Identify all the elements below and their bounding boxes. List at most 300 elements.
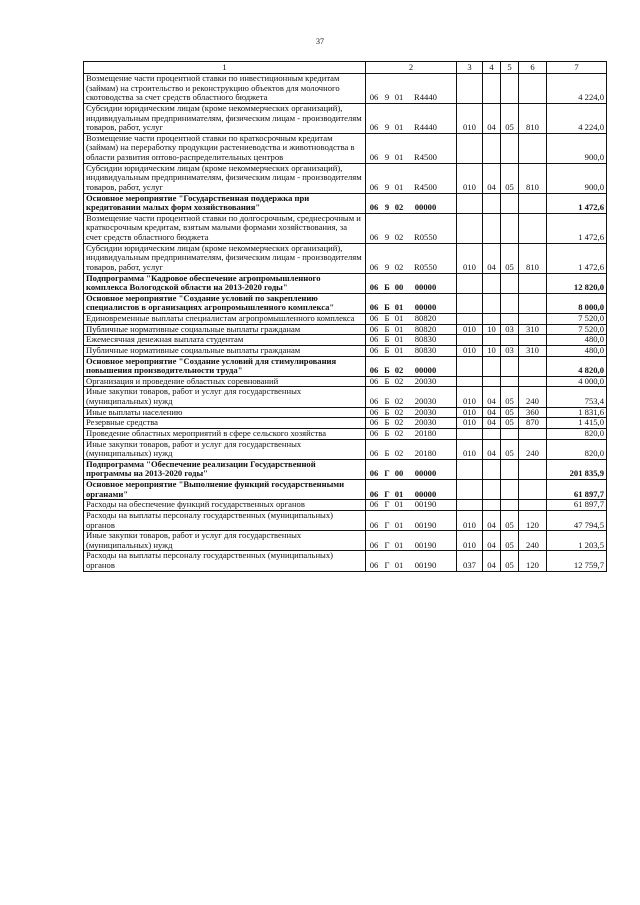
- code-part: 80820: [414, 323, 437, 334]
- code-part: 02: [394, 417, 404, 428]
- code-part: 01: [394, 519, 404, 530]
- table-row: [84, 531, 607, 551]
- subsection-code: 05: [501, 407, 519, 418]
- amount-cell: 61 897,7: [547, 500, 607, 511]
- expense-kind-code: [519, 193, 547, 213]
- amount-cell: 1 472,6: [547, 243, 607, 273]
- code-part: 9: [384, 232, 390, 242]
- code-part: 06: [369, 323, 379, 334]
- expense-type-code: [457, 133, 483, 163]
- subsection-code: [501, 273, 519, 293]
- code-part: Б: [384, 375, 390, 386]
- amount-cell: 1 831,6: [547, 407, 607, 418]
- row-description: Единовременные выплаты специалистам агропромышленного комплекса: [84, 314, 366, 325]
- target-article-code: [366, 510, 457, 530]
- code-part: 00000: [414, 468, 437, 479]
- code-part: 20030: [414, 396, 437, 406]
- subsection-code: [501, 213, 519, 243]
- table-row: [84, 293, 607, 313]
- code-part: 02: [394, 202, 404, 213]
- code-part: 00: [394, 282, 404, 293]
- code-part: Б: [384, 417, 390, 428]
- row-description: Основное мероприятие "Создание условий для стимулирования повышения производительности труда": [84, 356, 366, 376]
- code-part: 02: [394, 427, 404, 438]
- code-part: 06: [369, 499, 379, 510]
- row-description: Возмещение части процентной ставки по инвестиционным кредитам (займам) на строительство и реконструкцию объектов для молочного скотоводства за счет средств областного бюджета: [84, 74, 366, 104]
- target-article-code: [366, 293, 457, 313]
- row-description: Возмещение части процентной ставки по краткосрочным кредитам (займам) на переработку продукции растениеводства и животноводства в области развития оптово-распределительных центров: [84, 133, 366, 163]
- code-part: R4500: [414, 152, 437, 162]
- expense-type-code: 010: [457, 439, 483, 459]
- code-part: 9: [384, 92, 390, 103]
- subsection-code: [501, 376, 519, 387]
- target-article-code: [366, 314, 457, 325]
- expense-kind-code: 240: [519, 531, 547, 551]
- amount-cell: 12 759,7: [547, 551, 607, 571]
- subsection-code: [501, 356, 519, 376]
- code-part: Б: [384, 365, 390, 376]
- amount-cell: 4 224,0: [547, 103, 607, 133]
- code-part: Б: [384, 344, 390, 355]
- section-code: 04: [483, 407, 501, 418]
- code-part: 02: [394, 232, 404, 242]
- table-row: [84, 376, 607, 387]
- code-part: 02: [394, 365, 404, 376]
- expense-type-code: [457, 335, 483, 346]
- table-row: [84, 193, 607, 213]
- amount-cell: 1 472,6: [547, 213, 607, 243]
- code-part: Г: [384, 519, 390, 530]
- section-code: 04: [483, 163, 501, 193]
- row-description: Резервные средства: [84, 418, 366, 429]
- code-part: 01: [394, 92, 404, 103]
- expense-type-code: [457, 74, 483, 104]
- code-part: 01: [394, 560, 404, 570]
- table-row: [84, 103, 607, 133]
- row-description: Ежемесячная денежная выплата студентам: [84, 335, 366, 346]
- target-article-code: [366, 163, 457, 193]
- code-part: 06: [369, 417, 379, 428]
- row-description: Иные закупки товаров, работ и услуг для государственных (муниципальных) нужд: [84, 387, 366, 407]
- section-code: 04: [483, 531, 501, 551]
- expense-type-code: [457, 193, 483, 213]
- section-code: [483, 314, 501, 325]
- code-part: Б: [384, 448, 390, 459]
- subsection-code: [501, 428, 519, 439]
- table-row: [84, 133, 607, 163]
- code-part: 20030: [414, 417, 437, 428]
- subsection-code: 05: [501, 103, 519, 133]
- code-part: 06: [369, 313, 379, 323]
- expense-kind-code: 810: [519, 163, 547, 193]
- code-part: 20180: [414, 448, 437, 459]
- expense-type-code: [457, 273, 483, 293]
- amount-cell: 820,0: [547, 428, 607, 439]
- table-row: [84, 163, 607, 193]
- target-article-code: [366, 387, 457, 407]
- row-description: Основное мероприятие "Выполнение функций государственными органами": [84, 480, 366, 500]
- amount-cell: 1 415,0: [547, 418, 607, 429]
- expense-type-code: [457, 356, 483, 376]
- header-cell: 5: [501, 62, 519, 74]
- expense-kind-code: [519, 356, 547, 376]
- subsection-code: 05: [501, 243, 519, 273]
- code-part: 06: [369, 448, 379, 459]
- code-part: R4440: [414, 122, 437, 133]
- target-article-code: [366, 193, 457, 213]
- section-code: 10: [483, 345, 501, 356]
- amount-cell: 7 520,0: [547, 314, 607, 325]
- row-description: Публичные нормативные социальные выплаты гражданам: [84, 345, 366, 356]
- expense-kind-code: [519, 273, 547, 293]
- expense-kind-code: [519, 376, 547, 387]
- subsection-code: 05: [501, 163, 519, 193]
- row-description: Подпрограмма "Обеспечение реализации Государственной программы на 2013-2020 годы": [84, 459, 366, 479]
- expense-kind-code: [519, 213, 547, 243]
- code-part: 01: [394, 334, 404, 345]
- expense-kind-code: [519, 500, 547, 511]
- section-code: 04: [483, 551, 501, 571]
- subsection-code: [501, 314, 519, 325]
- subsection-code: [501, 74, 519, 104]
- expense-kind-code: 240: [519, 439, 547, 459]
- subsection-code: 05: [501, 531, 519, 551]
- row-description: Субсидии юридическим лицам (кроме некоммерческих организаций), индивидуальным предпринимателям, физическим лицам - производителям товаров, работ, услуг: [84, 103, 366, 133]
- code-part: 00000: [414, 488, 437, 499]
- expense-type-code: 010: [457, 418, 483, 429]
- table-row: [84, 243, 607, 273]
- expense-type-code: [457, 293, 483, 313]
- code-part: 01: [394, 539, 404, 550]
- target-article-code: [366, 376, 457, 387]
- expense-kind-code: [519, 133, 547, 163]
- section-code: 04: [483, 418, 501, 429]
- code-part: 01: [394, 181, 404, 192]
- expense-type-code: [457, 480, 483, 500]
- code-part: 01: [394, 302, 404, 313]
- expense-type-code: [457, 500, 483, 511]
- subsection-code: [501, 293, 519, 313]
- code-part: 9: [384, 122, 390, 133]
- expense-kind-code: [519, 314, 547, 325]
- code-part: 06: [369, 468, 379, 479]
- subsection-code: 05: [501, 510, 519, 530]
- table-row: [84, 273, 607, 293]
- code-part: Б: [384, 313, 390, 323]
- row-description: Публичные нормативные социальные выплаты гражданам: [84, 324, 366, 335]
- row-description: Подпрограмма "Кадровое обеспечение агропромышленного комплекса Вологодской области на 2013-2020 годы": [84, 273, 366, 293]
- target-article-code: [366, 133, 457, 163]
- code-part: Б: [384, 302, 390, 313]
- row-description: Организация и проведение областных соревнований: [84, 376, 366, 387]
- subsection-code: [501, 133, 519, 163]
- table-row: [84, 387, 607, 407]
- code-part: 00: [394, 468, 404, 479]
- expense-type-code: 010: [457, 531, 483, 551]
- table-row: [84, 324, 607, 335]
- budget-table: [83, 61, 607, 572]
- code-part: 00000: [414, 202, 437, 213]
- table-row: [84, 428, 607, 439]
- row-description: Субсидии юридическим лицам (кроме некоммерческих организаций), индивидуальным предпринимателям, физическим лицам - производителям товаров, работ, услуг: [84, 163, 366, 193]
- row-description: Возмещение части процентной ставки по долгосрочным, среднесрочным и краткосрочным кредитам, взятым малыми формами хозяйствования, за счет средств областного бюджета: [84, 213, 366, 243]
- section-code: 04: [483, 387, 501, 407]
- code-part: 02: [394, 406, 404, 417]
- table-row: [84, 510, 607, 530]
- amount-cell: 8 000,0: [547, 293, 607, 313]
- subsection-code: [501, 193, 519, 213]
- code-part: 06: [369, 539, 379, 550]
- header-row: [84, 62, 607, 74]
- code-part: 9: [384, 152, 390, 162]
- section-code: [483, 428, 501, 439]
- row-description: Иные закупки товаров, работ и услуг для государственных (муниципальных) нужд: [84, 439, 366, 459]
- code-part: 9: [384, 181, 390, 192]
- target-article-code: [366, 103, 457, 133]
- row-description: Расходы на выплаты персоналу государственных (муниципальных) органов: [84, 510, 366, 530]
- expense-kind-code: 810: [519, 103, 547, 133]
- expense-type-code: 010: [457, 324, 483, 335]
- section-code: 04: [483, 439, 501, 459]
- expense-type-code: 010: [457, 407, 483, 418]
- page-number: 37: [316, 37, 324, 46]
- code-part: 02: [394, 396, 404, 406]
- code-part: 06: [369, 302, 379, 313]
- section-code: [483, 356, 501, 376]
- amount-cell: 820,0: [547, 439, 607, 459]
- code-part: 20030: [414, 406, 437, 417]
- subsection-code: [501, 335, 519, 346]
- code-part: 00190: [414, 499, 437, 510]
- code-part: 02: [394, 261, 404, 272]
- amount-cell: 4 000,0: [547, 376, 607, 387]
- code-part: 01: [394, 313, 404, 323]
- amount-cell: 4 820,0: [547, 356, 607, 376]
- expense-type-code: [457, 314, 483, 325]
- target-article-code: [366, 273, 457, 293]
- table-row: [84, 213, 607, 243]
- amount-cell: 4 224,0: [547, 74, 607, 104]
- section-code: [483, 500, 501, 511]
- row-description: Проведение областных мероприятий в сфере сельского хозяйства: [84, 428, 366, 439]
- target-article-code: [366, 551, 457, 571]
- table-row: [84, 418, 607, 429]
- amount-cell: 480,0: [547, 335, 607, 346]
- code-part: 06: [369, 334, 379, 345]
- code-part: 80830: [414, 334, 437, 345]
- row-description: Иные закупки товаров, работ и услуг для государственных (муниципальных) нужд: [84, 531, 366, 551]
- code-part: 80830: [414, 344, 437, 355]
- subsection-code: 03: [501, 324, 519, 335]
- section-code: 04: [483, 243, 501, 273]
- target-article-code: [366, 418, 457, 429]
- section-code: 10: [483, 324, 501, 335]
- section-code: [483, 74, 501, 104]
- amount-cell: 61 897,7: [547, 480, 607, 500]
- header-cell: 1: [84, 62, 366, 74]
- code-part: Б: [384, 406, 390, 417]
- section-code: [483, 213, 501, 243]
- header-cell: 2: [366, 62, 457, 74]
- row-description: Расходы на обеспечение функций государственных органов: [84, 500, 366, 511]
- amount-cell: 47 794,5: [547, 510, 607, 530]
- expense-kind-code: 120: [519, 510, 547, 530]
- code-part: R4440: [414, 92, 437, 103]
- row-description: Иные выплаты населению: [84, 407, 366, 418]
- code-part: 06: [369, 488, 379, 499]
- subsection-code: 05: [501, 439, 519, 459]
- amount-cell: 12 820,0: [547, 273, 607, 293]
- amount-cell: 201 835,9: [547, 459, 607, 479]
- code-part: 9: [384, 261, 390, 272]
- code-part: 00000: [414, 302, 437, 313]
- code-part: 20030: [414, 375, 437, 386]
- target-article-code: [366, 531, 457, 551]
- code-part: 06: [369, 122, 379, 133]
- code-part: R0550: [414, 232, 437, 242]
- code-part: 00000: [414, 282, 437, 293]
- code-part: Б: [384, 427, 390, 438]
- expense-type-code: 010: [457, 103, 483, 133]
- expense-kind-code: 120: [519, 551, 547, 571]
- code-part: Б: [384, 334, 390, 345]
- code-part: Г: [384, 560, 390, 570]
- expense-kind-code: [519, 480, 547, 500]
- expense-kind-code: [519, 74, 547, 104]
- target-article-code: [366, 74, 457, 104]
- expense-type-code: 010: [457, 243, 483, 273]
- code-part: 20180: [414, 427, 437, 438]
- code-part: 01: [394, 488, 404, 499]
- expense-kind-code: [519, 335, 547, 346]
- expense-kind-code: 310: [519, 324, 547, 335]
- target-article-code: [366, 480, 457, 500]
- code-part: 06: [369, 396, 379, 406]
- target-article-code: [366, 213, 457, 243]
- code-part: 06: [369, 232, 379, 242]
- expense-kind-code: [519, 293, 547, 313]
- row-description: Основное мероприятие "Государственная поддержка при кредитовании малых форм хозяйствования": [84, 193, 366, 213]
- table-row: [84, 335, 607, 346]
- section-code: [483, 133, 501, 163]
- header-cell: 7: [547, 62, 607, 74]
- row-description: Основное мероприятие "Создание условий по закреплению специалистов в организациях агропромышленного комплекса": [84, 293, 366, 313]
- amount-cell: 7 520,0: [547, 324, 607, 335]
- code-part: 00000: [414, 365, 437, 376]
- code-part: 9: [384, 202, 390, 213]
- code-part: 01: [394, 499, 404, 510]
- section-code: [483, 293, 501, 313]
- expense-kind-code: 810: [519, 243, 547, 273]
- section-code: [483, 193, 501, 213]
- code-part: 06: [369, 365, 379, 376]
- section-code: [483, 273, 501, 293]
- code-part: 06: [369, 375, 379, 386]
- code-part: R4500: [414, 181, 437, 192]
- amount-cell: 1 472,6: [547, 193, 607, 213]
- section-code: 04: [483, 103, 501, 133]
- expense-type-code: 037: [457, 551, 483, 571]
- subsection-code: 03: [501, 345, 519, 356]
- expense-kind-code: [519, 428, 547, 439]
- amount-cell: 1 203,5: [547, 531, 607, 551]
- section-code: 04: [483, 510, 501, 530]
- expense-type-code: [457, 428, 483, 439]
- code-part: 01: [394, 344, 404, 355]
- code-part: 06: [369, 202, 379, 213]
- expense-type-code: 010: [457, 387, 483, 407]
- code-part: 06: [369, 406, 379, 417]
- code-part: 00190: [414, 560, 437, 570]
- header-cell: 3: [457, 62, 483, 74]
- expense-kind-code: 870: [519, 418, 547, 429]
- target-article-code: [366, 500, 457, 511]
- target-article-code: [366, 459, 457, 479]
- table-row: [84, 500, 607, 511]
- amount-cell: 900,0: [547, 163, 607, 193]
- subsection-code: [501, 459, 519, 479]
- expense-type-code: 010: [457, 510, 483, 530]
- code-part: 01: [394, 122, 404, 133]
- target-article-code: [366, 356, 457, 376]
- target-article-code: [366, 428, 457, 439]
- code-part: 06: [369, 92, 379, 103]
- code-part: 06: [369, 560, 379, 570]
- target-article-code: [366, 439, 457, 459]
- code-part: 80820: [414, 313, 437, 323]
- target-article-code: [366, 324, 457, 335]
- subsection-code: [501, 500, 519, 511]
- target-article-code: [366, 243, 457, 273]
- amount-cell: 900,0: [547, 133, 607, 163]
- code-part: 06: [369, 152, 379, 162]
- header-cell: 4: [483, 62, 501, 74]
- expense-type-code: [457, 213, 483, 243]
- code-part: Г: [384, 499, 390, 510]
- section-code: [483, 376, 501, 387]
- code-part: 06: [369, 261, 379, 272]
- code-part: Б: [384, 396, 390, 406]
- section-code: [483, 480, 501, 500]
- expense-type-code: [457, 459, 483, 479]
- code-part: 01: [394, 152, 404, 162]
- subsection-code: 05: [501, 551, 519, 571]
- table-row: [84, 356, 607, 376]
- code-part: 06: [369, 344, 379, 355]
- table-row: [84, 345, 607, 356]
- expense-type-code: 010: [457, 163, 483, 193]
- expense-kind-code: [519, 459, 547, 479]
- table-row: [84, 314, 607, 325]
- code-part: 02: [394, 448, 404, 459]
- expense-kind-code: 310: [519, 345, 547, 356]
- subsection-code: [501, 480, 519, 500]
- subsection-code: 05: [501, 418, 519, 429]
- code-part: 02: [394, 375, 404, 386]
- table-row: [84, 551, 607, 571]
- code-part: Б: [384, 323, 390, 334]
- table-row: [84, 480, 607, 500]
- header-cell: 6: [519, 62, 547, 74]
- amount-cell: 753,4: [547, 387, 607, 407]
- expense-type-code: 010: [457, 345, 483, 356]
- target-article-code: [366, 335, 457, 346]
- code-part: Г: [384, 468, 390, 479]
- expense-kind-code: 240: [519, 387, 547, 407]
- code-part: 06: [369, 181, 379, 192]
- target-article-code: [366, 407, 457, 418]
- code-part: Б: [384, 282, 390, 293]
